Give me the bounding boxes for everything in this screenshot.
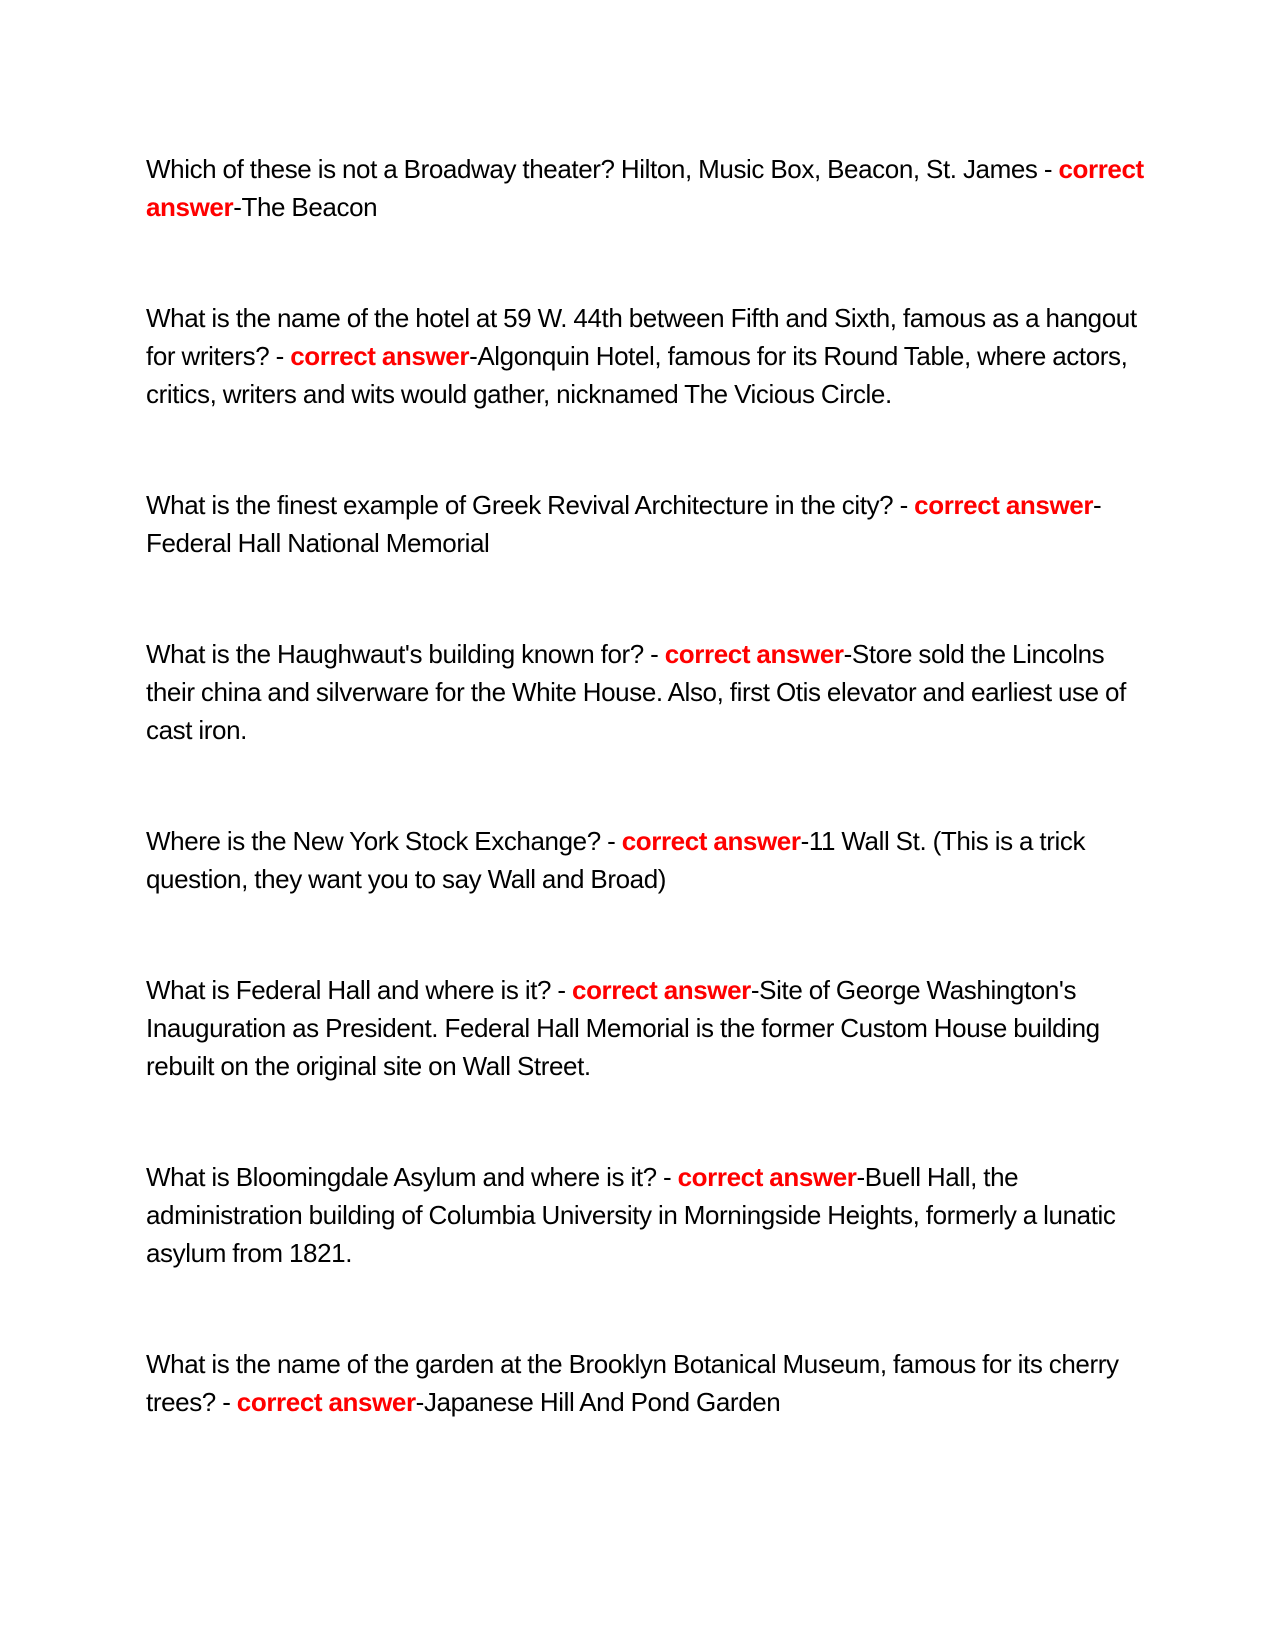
question-text: What is the finest example of Greek Revival Architecture in the city? [146,490,894,520]
question-text: What is Bloomingdale Asylum and where is it? [146,1162,657,1192]
separator-hyphen: - [415,1387,424,1417]
separator-dash: - [551,975,573,1005]
separator-dash: - [893,490,915,520]
separator-dash: - [215,1387,237,1417]
separator-hyphen: - [750,975,760,1005]
qa-item [146,635,1150,749]
separator-hyphen: - [800,826,809,856]
correct-answer-label: correct answer [236,1387,416,1417]
separator-hyphen: - [843,639,852,669]
correct-answer-label: correct answer [146,154,1144,222]
correct-answer-label: correct answer [290,341,470,371]
answer-text: Site of George Washington's Inauguration as President. Federal Hall Memorial is the former Custom House building rebuilt on the original site on Wall Street. [146,975,1100,1081]
correct-answer-label: correct answer [621,826,801,856]
qa-item [146,1158,1150,1272]
answer-text: 11 Wall St. (This is a trick question, they want you to say Wall and Broad) [146,826,1086,894]
qa-item [146,1345,1150,1421]
separator-dash: - [656,1162,678,1192]
separator-hyphen: - [1093,490,1102,520]
separator-hyphen: - [856,1162,865,1192]
answer-text: Federal Hall National Memorial [146,528,490,558]
correct-answer-label: correct answer [914,490,1094,520]
correct-answer-label: correct answer [677,1162,857,1192]
answer-text: Japanese Hill And Pond Garden [423,1387,781,1417]
answer-text: Algonquin Hotel, famous for its Round Table, where actors, critics, writers and wits would gather, nicknamed The Vicious Circle. [146,341,1128,409]
separator-dash: - [600,826,622,856]
separator-hyphen: - [233,192,242,222]
correct-answer-label: correct answer [664,639,844,669]
correct-answer-label: correct answer [572,975,751,1005]
qa-item [146,150,1150,226]
qa-item [146,486,1150,562]
answer-text: Store sold the Lincolns their china and silverware for the White House. Also, first Otis elevator and earliest use of cast iron. [146,639,1126,745]
question-text: What is the Haughwaut's building known for? [146,639,644,669]
separator-dash: - [269,341,291,371]
question-text: Which of these is not a Broadway theater? Hilton, Music Box, Beacon, St. James [146,154,1038,184]
answer-text: The Beacon [241,192,378,222]
qa-item [146,971,1150,1085]
separator-dash: - [1037,154,1059,184]
qa-item [146,822,1150,898]
question-text: What is the name of the hotel at 59 W. 44th between Fifth and Sixth, famous as a hangout for writers? [146,303,1137,371]
question-text: What is Federal Hall and where is it? [146,975,552,1005]
question-text: What is the name of the garden at the Brooklyn Botanical Museum, famous for its cherry trees? [146,1349,1119,1417]
qa-item [146,299,1150,413]
question-text: Where is the New York Stock Exchange? [146,826,601,856]
separator-dash: - [643,639,665,669]
answer-text: Buell Hall, the administration building of Columbia University in Morningside Heights, formerly a lunatic asylum from 1821. [146,1162,1116,1268]
separator-hyphen: - [469,341,478,371]
